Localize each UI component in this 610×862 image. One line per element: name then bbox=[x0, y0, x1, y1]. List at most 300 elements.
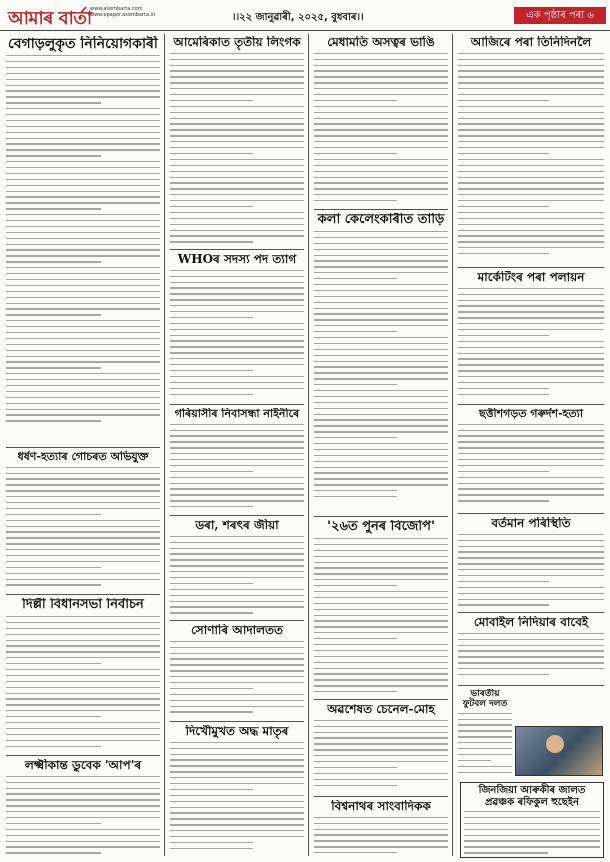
web-line-2: www.epaper.asombarta.in bbox=[90, 12, 156, 18]
text-line bbox=[170, 94, 304, 95]
article-body bbox=[6, 776, 160, 854]
text-line bbox=[464, 840, 600, 841]
text-line bbox=[458, 171, 604, 172]
text-line bbox=[6, 710, 160, 711]
text-line bbox=[6, 799, 160, 800]
text-line bbox=[170, 612, 253, 613]
text-line bbox=[170, 424, 304, 425]
text-line bbox=[314, 449, 448, 450]
text-line bbox=[458, 224, 604, 225]
text-line bbox=[314, 237, 448, 238]
text-line bbox=[170, 112, 304, 113]
column-rule bbox=[164, 34, 165, 856]
text-line bbox=[6, 698, 160, 699]
text-line bbox=[6, 85, 160, 86]
text-line bbox=[6, 102, 101, 103]
text-line bbox=[6, 793, 160, 794]
text-line bbox=[170, 812, 304, 813]
text-line bbox=[314, 153, 397, 154]
text-line bbox=[458, 112, 604, 113]
text-line bbox=[458, 288, 604, 289]
text-line bbox=[170, 235, 304, 236]
article-body bbox=[170, 641, 304, 713]
text-line bbox=[464, 835, 600, 836]
news-photo bbox=[515, 726, 603, 776]
web-line-1: www.asombarta.com bbox=[90, 6, 143, 12]
text-line bbox=[170, 711, 253, 712]
text-line bbox=[314, 355, 448, 356]
text-line bbox=[170, 453, 304, 454]
text-line bbox=[458, 394, 549, 395]
text-line bbox=[314, 325, 448, 326]
text-line bbox=[6, 55, 160, 56]
text-line bbox=[314, 615, 448, 616]
text-line bbox=[458, 159, 604, 160]
text-line bbox=[314, 147, 448, 148]
text-line bbox=[6, 622, 160, 623]
text-line bbox=[170, 394, 253, 395]
text-line bbox=[170, 323, 304, 324]
text-line bbox=[314, 749, 448, 750]
text-line bbox=[314, 302, 448, 303]
article-body bbox=[170, 536, 304, 614]
text-line bbox=[6, 728, 160, 729]
text-line bbox=[170, 293, 304, 294]
text-line bbox=[314, 626, 448, 627]
article-body bbox=[458, 534, 604, 606]
section-divider bbox=[170, 721, 304, 722]
text-line bbox=[170, 589, 304, 590]
text-line bbox=[170, 100, 253, 101]
text-line bbox=[458, 364, 604, 365]
article-ajirpora bbox=[458, 36, 604, 264]
text-line bbox=[170, 358, 304, 359]
text-line bbox=[170, 565, 304, 566]
text-line bbox=[6, 149, 160, 150]
text-line bbox=[170, 299, 304, 300]
text-line bbox=[170, 765, 304, 766]
text-line bbox=[6, 397, 160, 398]
text-line bbox=[6, 531, 160, 532]
section-divider bbox=[170, 515, 304, 516]
text-line bbox=[458, 581, 549, 582]
article-headline: অৱশেষত চেনেল-মোহ bbox=[327, 703, 435, 716]
text-line bbox=[314, 823, 448, 824]
text-line bbox=[170, 506, 253, 507]
text-line bbox=[170, 276, 304, 277]
text-line bbox=[314, 829, 448, 830]
text-line bbox=[314, 538, 448, 539]
text-line bbox=[458, 453, 604, 454]
text-line bbox=[6, 202, 160, 203]
text-line bbox=[314, 182, 448, 183]
text-line bbox=[458, 674, 549, 675]
text-line bbox=[314, 59, 448, 60]
text-line bbox=[314, 743, 448, 744]
text-line bbox=[170, 270, 304, 271]
text-line bbox=[458, 123, 604, 124]
text-line bbox=[6, 782, 160, 783]
text-line bbox=[170, 352, 304, 353]
text-line bbox=[314, 331, 397, 332]
text-line bbox=[170, 842, 253, 843]
article-headline: আমেৰিকাত তৃতীয় লিংগক bbox=[173, 36, 301, 49]
text-line bbox=[458, 247, 604, 248]
text-line bbox=[314, 579, 448, 580]
text-line bbox=[314, 249, 448, 250]
text-line bbox=[314, 65, 448, 66]
text-line bbox=[170, 59, 304, 60]
text-line bbox=[458, 212, 604, 213]
article-dharshan bbox=[6, 451, 160, 591]
text-line bbox=[170, 777, 304, 778]
text-line bbox=[6, 96, 160, 97]
article-body bbox=[170, 53, 304, 243]
text-line bbox=[170, 188, 304, 189]
text-line bbox=[314, 308, 448, 309]
text-line bbox=[6, 716, 101, 717]
text-line bbox=[458, 587, 604, 588]
text-line bbox=[314, 243, 448, 244]
text-line bbox=[458, 650, 604, 651]
text-line bbox=[6, 579, 160, 580]
text-line bbox=[6, 473, 160, 474]
text-line bbox=[314, 472, 448, 473]
text-line bbox=[314, 573, 448, 574]
text-line bbox=[314, 785, 397, 786]
text-line bbox=[170, 370, 253, 371]
text-line bbox=[6, 537, 160, 538]
article-gariyasi bbox=[170, 408, 304, 512]
text-line bbox=[314, 188, 448, 189]
text-line bbox=[314, 443, 448, 444]
text-line bbox=[458, 719, 512, 720]
text-line bbox=[6, 173, 160, 174]
text-line bbox=[314, 562, 448, 563]
text-line bbox=[6, 297, 160, 298]
article-body bbox=[458, 424, 604, 502]
text-line bbox=[464, 852, 548, 853]
text-line bbox=[314, 567, 448, 568]
text-line bbox=[458, 435, 604, 436]
text-line bbox=[170, 754, 304, 755]
text-line bbox=[170, 494, 304, 495]
text-line bbox=[314, 484, 448, 485]
article-bijepi bbox=[314, 520, 448, 696]
text-line bbox=[6, 273, 160, 274]
text-line bbox=[6, 279, 160, 280]
text-line bbox=[170, 836, 304, 837]
text-line bbox=[170, 670, 304, 671]
article-headline: আজিৰে পৰা তিনিদিনলৈ bbox=[470, 36, 592, 49]
text-line bbox=[6, 514, 101, 515]
text-line bbox=[170, 447, 304, 448]
text-line bbox=[170, 536, 304, 537]
text-line bbox=[458, 748, 512, 749]
text-line bbox=[170, 664, 304, 665]
text-line bbox=[314, 337, 448, 338]
text-line bbox=[314, 478, 448, 479]
section-divider bbox=[458, 267, 604, 268]
text-line bbox=[458, 633, 604, 634]
text-line bbox=[6, 249, 160, 250]
text-line bbox=[314, 673, 448, 674]
text-line bbox=[170, 465, 304, 466]
article-delhi bbox=[6, 598, 160, 752]
text-line bbox=[170, 153, 253, 154]
text-line bbox=[458, 736, 512, 737]
text-line bbox=[314, 779, 448, 780]
text-line bbox=[458, 253, 549, 254]
text-line bbox=[458, 341, 604, 342]
text-line bbox=[170, 748, 304, 749]
article-body bbox=[6, 55, 160, 422]
article-headline: দিল্লী বিধানসভা নিৰ্বাচন bbox=[22, 598, 144, 612]
article-bharotiya bbox=[458, 689, 512, 777]
text-line bbox=[458, 563, 604, 564]
text-line bbox=[314, 159, 448, 160]
text-line bbox=[458, 347, 604, 348]
page-number-badge: এক পৃষ্ঠাৰ পৰা ৬ bbox=[514, 7, 606, 24]
text-line bbox=[314, 384, 397, 385]
text-line bbox=[6, 138, 160, 139]
text-line bbox=[314, 194, 448, 195]
text-line bbox=[170, 653, 304, 654]
text-line bbox=[458, 230, 604, 231]
text-line bbox=[314, 726, 448, 727]
text-line bbox=[6, 367, 101, 368]
article-headline: মেধামতি অসত্বৰ ভাঙি bbox=[327, 36, 435, 49]
text-line bbox=[6, 526, 160, 527]
text-line bbox=[170, 688, 253, 689]
text-line bbox=[170, 553, 304, 554]
text-line bbox=[458, 483, 604, 484]
text-line bbox=[170, 224, 304, 225]
text-line bbox=[6, 555, 160, 556]
text-line bbox=[170, 65, 304, 66]
text-line bbox=[170, 483, 304, 484]
text-line bbox=[170, 364, 304, 365]
text-line bbox=[6, 350, 160, 351]
text-line bbox=[458, 766, 512, 767]
article-dra bbox=[170, 519, 304, 617]
section-divider bbox=[458, 404, 604, 405]
text-line bbox=[170, 477, 304, 478]
article-chhattisgarh bbox=[458, 408, 604, 510]
text-line bbox=[170, 177, 304, 178]
text-line bbox=[458, 430, 604, 431]
text-line bbox=[6, 490, 160, 491]
text-line bbox=[6, 835, 160, 836]
text-line bbox=[458, 488, 604, 489]
text-line bbox=[464, 823, 600, 824]
text-line bbox=[458, 662, 604, 663]
article-headline: সোণাৰি আদালতত bbox=[190, 624, 284, 637]
text-line bbox=[6, 584, 101, 585]
text-line bbox=[458, 177, 604, 178]
text-line bbox=[314, 490, 397, 491]
text-line bbox=[458, 668, 604, 669]
text-line bbox=[314, 461, 448, 462]
text-line bbox=[314, 846, 448, 847]
text-line bbox=[170, 682, 304, 683]
text-line bbox=[6, 520, 160, 521]
text-line bbox=[170, 583, 253, 584]
section-divider bbox=[314, 209, 448, 210]
text-line bbox=[458, 329, 604, 330]
article-body bbox=[170, 424, 304, 508]
text-line bbox=[6, 675, 160, 676]
text-line bbox=[170, 141, 304, 142]
text-line bbox=[6, 746, 101, 747]
text-line bbox=[458, 335, 549, 336]
text-line bbox=[458, 604, 549, 605]
text-line bbox=[6, 391, 160, 392]
text-line bbox=[458, 546, 604, 547]
text-line bbox=[6, 167, 160, 168]
text-line bbox=[314, 396, 448, 397]
dateline: ।।২২ জানুৱাৰী, ২০২৫, বুধবাৰ।। bbox=[232, 12, 364, 23]
text-line bbox=[170, 206, 253, 207]
text-line bbox=[314, 88, 448, 89]
text-line bbox=[170, 382, 304, 383]
text-line bbox=[314, 685, 448, 686]
text-line bbox=[314, 425, 448, 426]
text-line bbox=[6, 616, 160, 617]
text-line bbox=[314, 550, 448, 551]
article-headline: বিশ্বনাথৰ সাংবাদিকক bbox=[331, 800, 431, 813]
article-headline: ধৰ্ষণ-হত্যাৰ গোচৰত অভিযুক্ত bbox=[17, 451, 149, 463]
text-line bbox=[314, 691, 397, 692]
text-line bbox=[170, 346, 304, 347]
text-line bbox=[170, 676, 304, 677]
text-line bbox=[170, 471, 253, 472]
text-line bbox=[458, 540, 604, 541]
text-line bbox=[458, 459, 604, 460]
text-line bbox=[170, 807, 304, 808]
text-line bbox=[6, 155, 101, 156]
text-line bbox=[314, 467, 448, 468]
text-line bbox=[6, 79, 160, 80]
text-line bbox=[314, 668, 448, 669]
article-body bbox=[314, 720, 448, 786]
text-line bbox=[458, 465, 604, 466]
text-line bbox=[314, 112, 448, 113]
text-line bbox=[314, 141, 448, 142]
text-line bbox=[170, 606, 304, 607]
text-line bbox=[314, 834, 448, 835]
text-line bbox=[458, 742, 512, 743]
text-line bbox=[6, 344, 160, 345]
text-line bbox=[6, 308, 160, 309]
text-line bbox=[170, 771, 304, 772]
text-line bbox=[458, 200, 604, 201]
article-body bbox=[6, 616, 160, 747]
text-line bbox=[170, 182, 304, 183]
article-abosheshat bbox=[314, 703, 448, 793]
text-line bbox=[170, 647, 304, 648]
text-line bbox=[458, 353, 604, 354]
text-line bbox=[6, 356, 160, 357]
text-line bbox=[6, 645, 160, 646]
article-body bbox=[170, 270, 304, 395]
text-line bbox=[458, 593, 604, 594]
text-line bbox=[6, 191, 160, 192]
article-headline: গৰিয়াসীৰ নিবাসন্ধা নাইনীৰে bbox=[174, 408, 300, 420]
text-line bbox=[170, 559, 304, 560]
text-line bbox=[170, 218, 304, 219]
text-line bbox=[458, 76, 604, 77]
section-divider bbox=[458, 513, 604, 514]
text-line bbox=[170, 165, 304, 166]
text-line bbox=[314, 773, 448, 774]
text-line bbox=[314, 609, 448, 610]
text-line bbox=[170, 76, 304, 77]
text-line bbox=[170, 241, 253, 242]
text-line bbox=[314, 284, 448, 285]
text-line bbox=[6, 373, 160, 374]
text-line bbox=[458, 724, 512, 725]
text-line bbox=[170, 577, 304, 578]
article-mobile bbox=[458, 616, 604, 682]
article-headline: বেগাড়লুকৃত নিনিয়োগকাৰী bbox=[8, 36, 158, 52]
text-line bbox=[458, 94, 604, 95]
text-line bbox=[6, 379, 160, 380]
text-line bbox=[314, 106, 448, 107]
text-line bbox=[170, 329, 304, 330]
text-line bbox=[464, 846, 600, 847]
text-line bbox=[314, 591, 448, 592]
text-line bbox=[170, 212, 304, 213]
text-line bbox=[314, 402, 448, 403]
section-divider bbox=[170, 404, 304, 405]
text-line bbox=[458, 370, 604, 371]
text-line bbox=[170, 147, 304, 148]
article-headline: লক্ষ্মীকান্ত ডুবেক 'আপ'ৰ bbox=[24, 759, 142, 772]
text-line bbox=[170, 287, 304, 288]
text-line bbox=[314, 632, 448, 633]
article-headline: ভাৰতীয় ফুটবল দলত bbox=[462, 689, 508, 710]
text-line bbox=[458, 639, 604, 640]
text-line bbox=[6, 255, 160, 256]
text-line bbox=[458, 188, 604, 189]
text-line bbox=[170, 53, 304, 54]
text-line bbox=[6, 788, 160, 789]
text-line bbox=[6, 573, 160, 574]
text-line bbox=[458, 754, 512, 755]
article-headline: জিনজিয়া আৰুকীৰ জালত প্ৰৱঞ্চক ৰফিকুল হুছেইন bbox=[478, 785, 586, 808]
text-line bbox=[6, 214, 160, 215]
text-line bbox=[458, 65, 604, 66]
text-line bbox=[458, 165, 604, 166]
text-line bbox=[314, 620, 448, 621]
text-line bbox=[170, 548, 304, 549]
section-divider bbox=[458, 685, 604, 686]
text-line bbox=[170, 700, 304, 701]
text-line bbox=[458, 70, 604, 71]
text-line bbox=[170, 435, 304, 436]
section-divider bbox=[170, 620, 304, 621]
text-line bbox=[6, 634, 160, 635]
text-line bbox=[314, 129, 448, 130]
text-line bbox=[170, 848, 253, 849]
text-line bbox=[458, 129, 604, 130]
text-line bbox=[170, 159, 304, 160]
text-line bbox=[314, 496, 397, 497]
text-line bbox=[6, 314, 101, 315]
text-line bbox=[314, 840, 448, 841]
section-divider bbox=[314, 796, 448, 797]
